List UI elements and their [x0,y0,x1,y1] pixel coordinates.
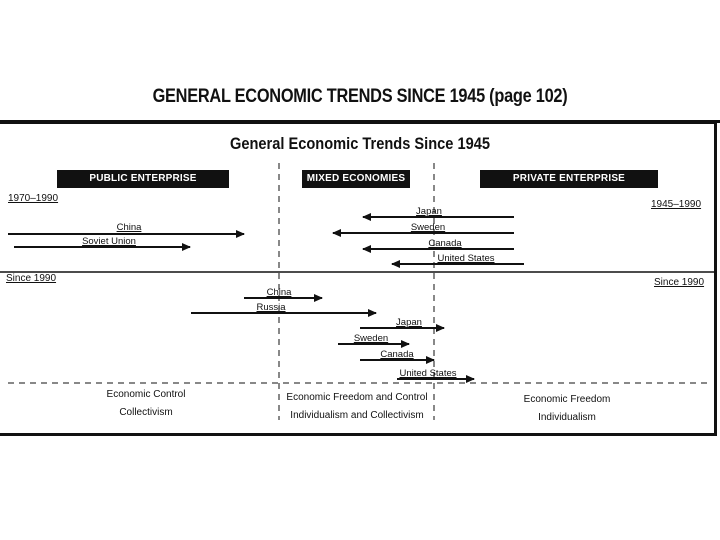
footer-right-line-2: Individualism [538,412,596,423]
page-title: GENERAL ECONOMIC TRENDS SINCE 1945 (page 102) [152,86,568,107]
period-left-top: 1970–1990 [8,193,59,204]
footer-middle [286,389,427,425]
label-top-united-states: United States [437,253,495,264]
header-private-enterprise: PRIVATE ENTERPRISE ECONOMIES [480,170,658,188]
label-top-canada: Canada [428,238,462,249]
label-top-china: China [116,222,142,233]
footer-left-line-2: Collectivism [119,407,173,418]
diagram-title: General Economic Trends Since 1945 [229,134,491,153]
period-right-bottom: Since 1990 [654,277,705,288]
label-top-japan: Japan [416,206,442,217]
label-bottom-united-states: United States [399,368,457,379]
footer-middle-line-2: Individualism and Collectivism [290,410,424,421]
header-public-enterprise: PUBLIC ENTERPRISE ECONOMIES [57,170,229,188]
label-top-soviet-union: Soviet Union [82,236,136,247]
label-bottom-china: China [266,287,292,298]
label-bottom-sweden: Sweden [353,333,389,344]
label-bottom-canada: Canada [380,349,414,360]
footer-right [524,391,611,427]
header-mixed: MIXED ECONOMIES [302,170,410,188]
label-bottom-russia: Russia [256,302,286,313]
footer-right-line-1: Economic Freedom [523,394,611,405]
label-top-sweden: Sweden [410,222,446,233]
footer-left [107,386,186,422]
label-bottom-japan: Japan [396,317,422,328]
period-left-bottom: Since 1990 [6,273,57,284]
period-right-top: 1945–1990 [651,199,702,210]
footer-middle-line-1: Economic Freedom and Control [286,392,428,403]
footer-left-line-1: Economic Control [106,389,186,400]
